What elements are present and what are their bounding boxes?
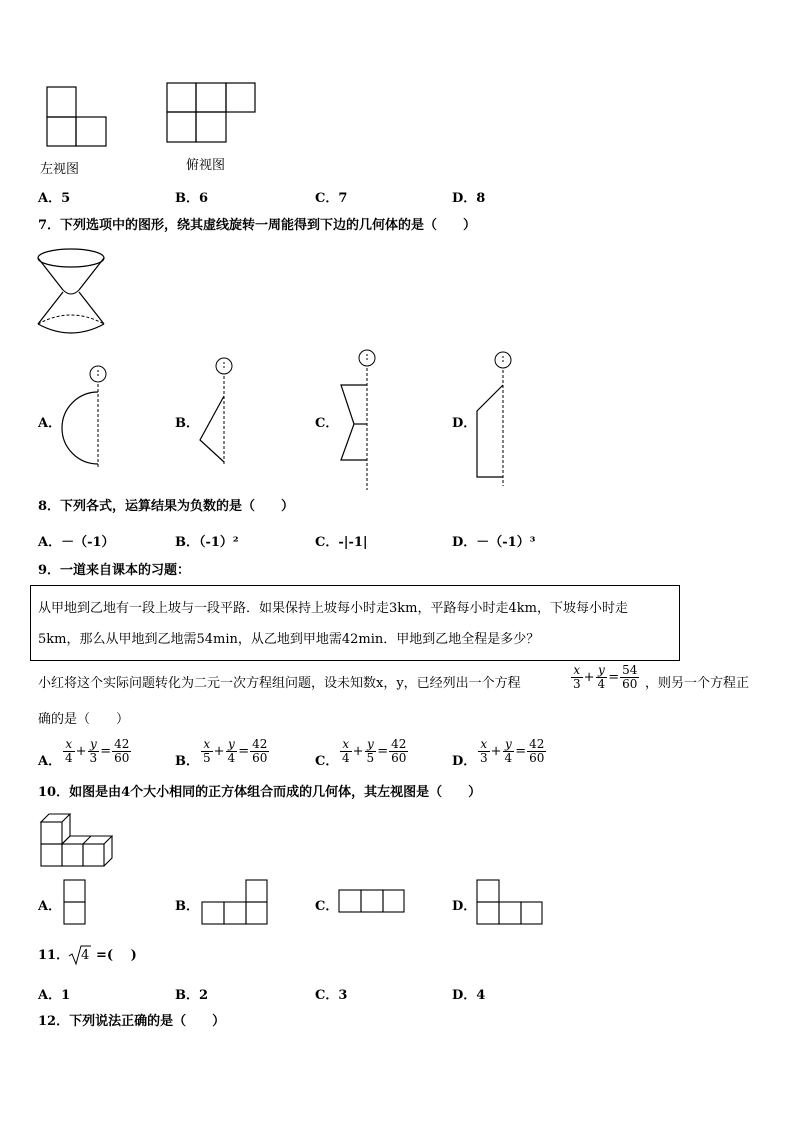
q10-label-c[interactable]: C． xyxy=(315,899,339,914)
q11-option-c[interactable]: C．3 xyxy=(315,988,348,1003)
left-view-figure xyxy=(46,86,110,148)
q11-stem-tail: =( ) xyxy=(96,948,137,963)
q9-option-b-equation[interactable]: $\frac{x}{5}$ + $\frac{y}{4}$ = $\frac{42}{60}$ xyxy=(203,737,268,765)
q6-option-b[interactable]: B．6 xyxy=(175,191,209,206)
q9-option-d-label[interactable]: D． xyxy=(452,754,477,769)
q9-option-c-label[interactable]: C． xyxy=(315,754,339,769)
q7-figure-d[interactable] xyxy=(474,348,514,488)
q10-label-d[interactable]: D． xyxy=(452,899,477,914)
q7-label-d[interactable]: D． xyxy=(452,416,477,431)
q10-label-a[interactable]: A． xyxy=(38,899,62,914)
double-cone-solid xyxy=(36,248,108,338)
q9-given-equation: $\frac{x}{3}$ + $\frac{y}{4}$ = $\frac{54}{60}$ xyxy=(573,663,638,691)
q11-stem-number: 11． xyxy=(38,948,70,963)
q11-option-d[interactable]: D．4 xyxy=(452,988,486,1003)
q9-option-d-equation[interactable]: $\frac{x}{3}$ + $\frac{y}{4}$ = $\frac{42}{60}$ xyxy=(480,737,545,765)
q7-label-c[interactable]: C． xyxy=(315,416,339,431)
q9-option-a-label[interactable]: A． xyxy=(38,754,62,769)
q11-radicand: 4 xyxy=(81,948,90,963)
q9-text-c: 确的是（ ） xyxy=(38,712,130,727)
q9-box-line-2: 5km，那么从甲地到乙地需54min，从乙地到甲地需42min．甲地到乙地全程是多少？ xyxy=(38,632,540,647)
q9-option-a-equation[interactable]: $\frac{x}{4}$ + $\frac{y}{3}$ = $\frac{42}{60}$ xyxy=(65,737,130,765)
q7-figure-a[interactable] xyxy=(60,362,110,470)
q11-option-b[interactable]: B．2 xyxy=(175,988,209,1003)
q10-label-b[interactable]: B． xyxy=(175,899,199,914)
q9-stem: 9．一道来自课本的习题： xyxy=(38,563,191,578)
q8-option-b[interactable]: B．（-1）² xyxy=(175,535,239,550)
q10-figure-a[interactable] xyxy=(63,879,87,927)
q9-text-b: ，则另一个方程正 xyxy=(645,676,750,691)
q11-option-a[interactable]: A．1 xyxy=(38,988,71,1003)
q8-option-a[interactable]: A．－（-1） xyxy=(38,535,115,550)
q7-label-b[interactable]: B． xyxy=(175,416,199,431)
q7-stem: 7．下列选项中的图形，绕其虚线旋转一周能得到下边的几何体的是（ ） xyxy=(38,218,477,233)
q7-label-a[interactable]: A． xyxy=(38,416,62,431)
q10-figure-c[interactable] xyxy=(338,889,408,915)
q7-figure-c[interactable] xyxy=(338,346,378,492)
q9-problem-box xyxy=(30,585,680,661)
q6-option-c[interactable]: C．7 xyxy=(315,191,348,206)
q7-figure-b[interactable] xyxy=(196,354,236,466)
q10-stem: 10．如图是由4个大小相同的正方体组合而成的几何体，其左视图是（ ） xyxy=(38,785,482,800)
q10-cube-solid xyxy=(40,812,120,868)
q8-stem: 8．下列各式，运算结果为负数的是（ ） xyxy=(38,499,295,514)
q9-box-line-1: 从甲地到乙地有一段上坡与一段平路．如果保持上坡每小时走3km，平路每小时走4km，下坡每小时走 xyxy=(38,601,628,616)
q8-option-c[interactable]: C．-|-1| xyxy=(315,535,368,550)
q6-option-a[interactable]: A．5 xyxy=(38,191,71,206)
q9-option-c-equation[interactable]: $\frac{x}{4}$ + $\frac{y}{5}$ = $\frac{42}{60}$ xyxy=(342,737,407,765)
q10-figure-d[interactable] xyxy=(476,879,546,927)
top-view-caption: 俯视图 xyxy=(186,158,226,173)
q12-stem: 12．下列说法正确的是（ ） xyxy=(38,1014,226,1029)
q6-option-d[interactable]: D．8 xyxy=(452,191,486,206)
top-view-figure xyxy=(166,82,258,144)
q9-option-b-label[interactable]: B． xyxy=(175,754,199,769)
q10-figure-b[interactable] xyxy=(201,879,271,927)
q8-option-d[interactable]: D．－（-1）³ xyxy=(452,535,536,550)
q9-text-a: 小红将这个实际问题转化为二元一次方程组问题，设未知数x，y，已经列出一个方程 xyxy=(38,676,521,691)
left-view-caption: 左视图 xyxy=(40,162,80,177)
